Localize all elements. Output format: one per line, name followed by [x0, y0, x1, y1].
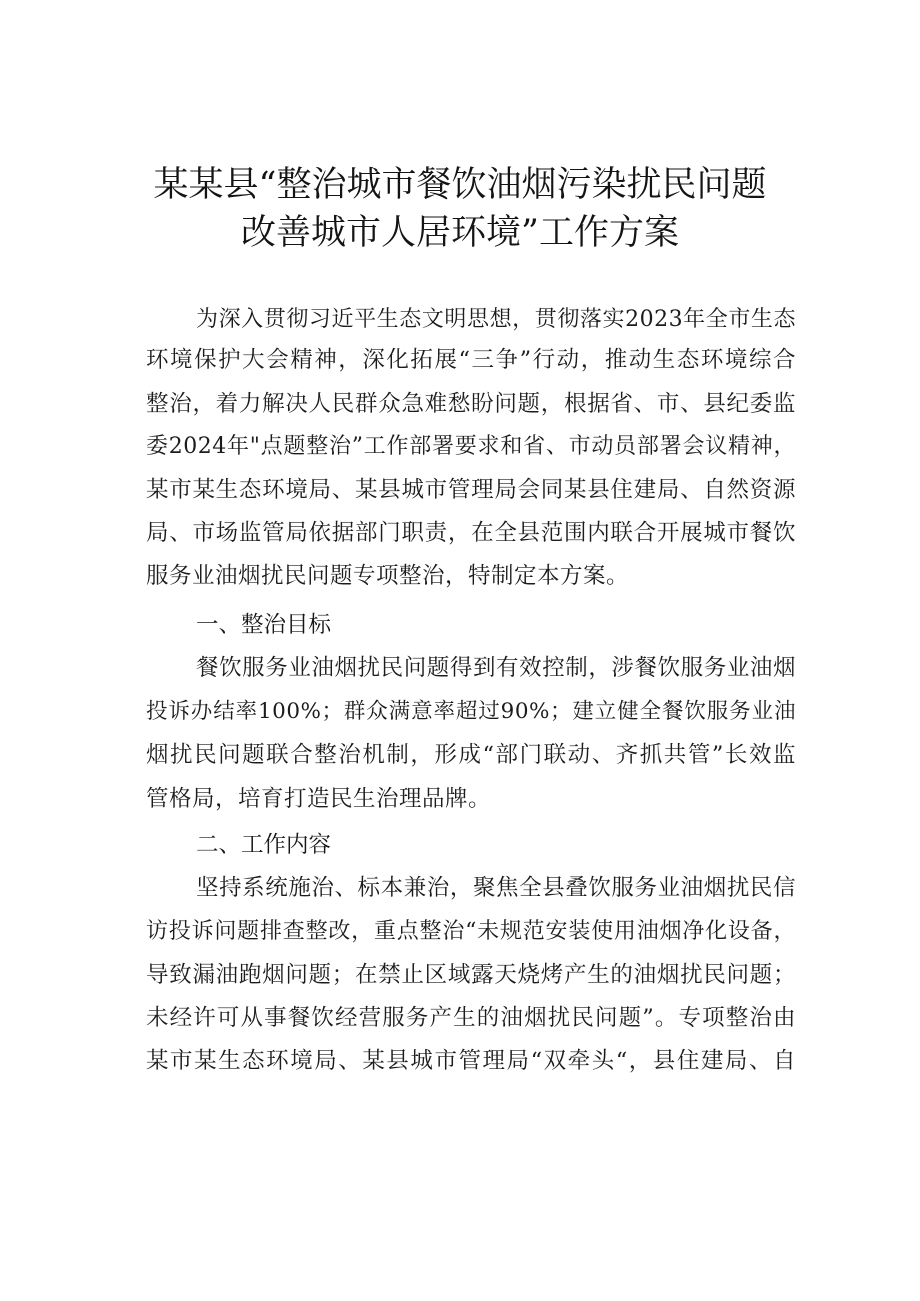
intro-line: 局、市场监管局依据部门职责，在全县范围内联合开展城市餐饮 — [146, 520, 796, 546]
section2-line: 某市某生态环境局、某县城市管理局“双牵头“，县住建局、自 — [146, 1048, 796, 1074]
section1-line: 管格局，培育打造民生治理品牌。 — [146, 786, 492, 812]
section1-line: 餐饮服务业油烟扰民问题得到有效控制，涉餐饮服务业油烟 — [196, 655, 796, 681]
section-heading-goals: 一、整治目标 — [196, 612, 332, 638]
section2-line: 未经许可从事餐饮经营服务产生的油烟扰民问题”。专项整治由 — [146, 1005, 796, 1031]
section2-line: 访投诉问题排查整改，重点整治“未规范安装使用油烟净化设备， — [146, 919, 796, 944]
document-title-line-1: 某某县“整治城市餐饮油烟污染扰民问题 — [153, 165, 767, 205]
section1-line: 烟扰民问题联合整治机制，形成“部门联动、齐抓共管”长效监 — [146, 742, 796, 768]
intro-line: 为深入贯彻习近平生态文明思想，贯彻落实2023年全市生态 — [196, 307, 796, 332]
section2-line: 导致漏油跑烟问题；在禁止区域露天烧烤产生的油烟扰民问题； — [146, 962, 796, 988]
intro-line: 委2024年"点题整治”工作部署要求和省、市动员部署会议精神， — [146, 434, 796, 459]
section-heading-content: 二、工作内容 — [196, 832, 332, 858]
intro-line: 某市某生态环境局、某县城市管理局会同某县住建局、自然资源 — [146, 477, 796, 503]
intro-line: 服务业油烟扰民问题专项整治，特制定本方案。 — [146, 563, 630, 589]
section1-line: 投诉办结率100%；群众满意率超过90%；建立健全餐饮服务业油 — [146, 699, 796, 724]
intro-line: 整治，着力解决人民群众急难愁盼问题，根据省、市、县纪委监 — [146, 391, 796, 417]
section2-line: 坚持系统施治、标本兼治，聚焦全县叠饮服务业油烟扰民信 — [196, 875, 796, 901]
document-title-line-2: 改善城市人居环境”工作方案 — [241, 213, 679, 253]
intro-line: 环境保护大会精神，深化拓展“三争”行动，推动生态环境综合 — [146, 347, 796, 373]
